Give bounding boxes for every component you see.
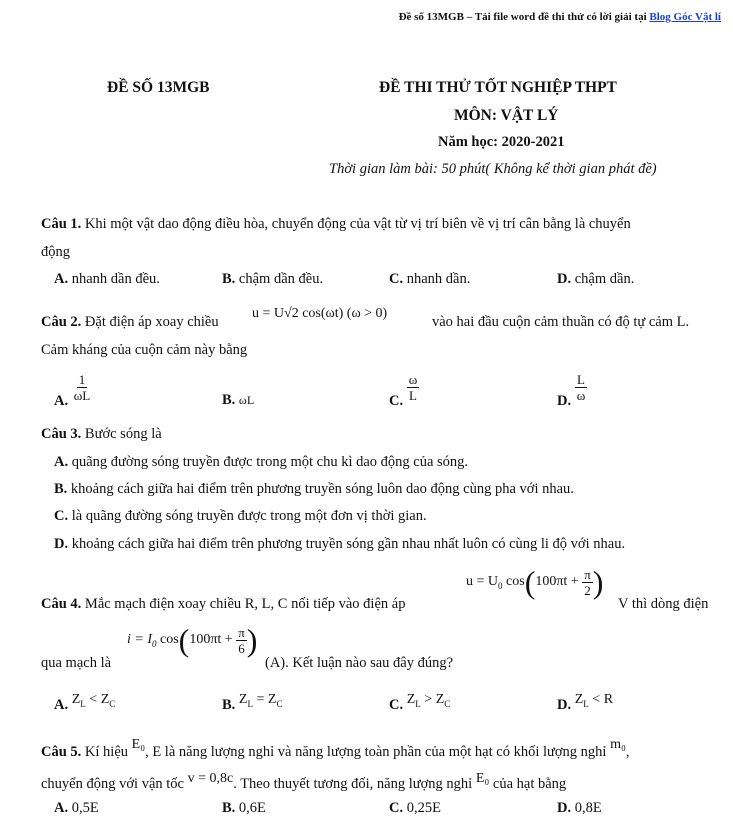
q5-option-c: C. 0,25E — [389, 800, 441, 816]
q1-text: Khi một vật dao động điều hòa, chuyển động của vật từ vị trí biên về vị trí cân bằng là chuyển — [81, 216, 631, 232]
fraction: $\frac{L}{\omega}$ — [576, 372, 586, 403]
question-5: Câu 5. Kí hiệu E₀, E là năng lượng nghỉ và năng lượng toàn phần của một hạt có khối lượng nghỉ m₀, — [41, 737, 630, 760]
q2-option-c: C. $\frac{\omega}{L}$ — [389, 372, 418, 409]
blog-link[interactable]: Blog Góc Vật lí — [649, 11, 721, 23]
exam-code: ĐỀ SỐ 13MGB — [107, 79, 210, 96]
q2-text-b: vào hai đầu cuộn cảm thuần có độ tự cảm L. — [432, 314, 690, 330]
q4-voltage-formula: $u = U_0$ cos(100πt + $\frac{\pi}{2}$ ) — [466, 564, 604, 600]
q4-option-c: C. $Z_L > Z_C$ — [389, 692, 451, 713]
q2-text-c: Cảm kháng của cuộn cảm này bằng — [41, 342, 248, 358]
q3-option-c: C. là quãng đường sóng truyền được trong một đơn vị thời gian. — [54, 508, 427, 524]
q3-option-a: A. quãng đường sóng truyền được trong một chu kì dao động của sóng. — [54, 454, 469, 470]
q1-option-d: D. chậm dần. — [557, 271, 635, 287]
q1-option-c: C. nhanh dần. — [389, 271, 471, 287]
q3-option-b: B. khoảng cách giữa hai điểm trên phương truyền sóng luôn dao động cùng pha với nhau. — [54, 481, 574, 497]
q5-option-a: A. 0,5E — [54, 800, 99, 816]
q2-option-b: B. ωL — [222, 392, 255, 408]
fraction: $\frac{\omega}{L}$ — [408, 372, 418, 403]
q1-option-a: A. nhanh dần đều. — [54, 271, 160, 287]
q4-text-d: (A). Kết luận nào sau đây đúng? — [265, 655, 454, 671]
header-text: Đề số 13MGB – Tải file word đề thi thử có lời giải tại — [398, 11, 650, 23]
q1-text-cont: động — [41, 244, 70, 260]
q4-option-a: A. $Z_L < Z_C$ — [54, 692, 116, 713]
q4-option-b: B. $Z_L = Z_C$ — [222, 692, 283, 713]
q2-formula: u = U√2 cos(ωt) (ω > 0) — [252, 306, 388, 321]
question-4: Câu 4. Mắc mạch điện xoay chiều R, L, C nối tiếp vào điện áp — [41, 596, 406, 612]
q5-option-b: B. 0,6E — [222, 800, 266, 816]
page-header — [399, 11, 721, 23]
q4-option-d: D. $Z_L < R$ — [557, 692, 614, 713]
q2-text: Đặt điện áp xoay chiều — [81, 314, 219, 330]
exam-year: Năm học: 2020-2021 — [438, 134, 565, 150]
q5-option-d: D. 0,8E — [557, 800, 602, 816]
q2-option-a: A. $\frac{1}{\omega L}$ — [54, 372, 91, 409]
fraction: $\frac{1}{\omega L}$ — [73, 372, 91, 403]
exam-subject: MÔN: VẬT LÝ — [454, 107, 559, 124]
exam-time: Thời gian làm bài: 50 phút( Không kể thời gian phát đề) — [329, 161, 657, 177]
question-3: Câu 3. Bước sóng là — [41, 426, 162, 442]
q4-text-c: qua mạch là — [41, 655, 112, 671]
question-1 — [41, 216, 631, 233]
q1-label: Câu 1. — [41, 216, 82, 232]
q2-label: Câu 2. — [41, 314, 82, 330]
exam-title: ĐỀ THI THỬ TỐT NGHIỆP THPT — [379, 79, 617, 96]
q5-text-c: chuyển động với vận tốc v = 0,8c. Theo thuyết tương đối, năng lượng nghỉ E₀ của hạt bằng — [41, 771, 567, 792]
q4-current-formula: $i = I_0$ cos(100πt + $\frac{\pi}{6}$ ) — [127, 622, 258, 658]
q1-option-b: B. chậm dần đều. — [222, 271, 324, 287]
question-2 — [41, 314, 219, 331]
q4-text-b: V thì dòng điện — [618, 596, 709, 612]
q3-option-d: D. khoảng cách giữa hai điểm trên phương truyền sóng gần nhau nhất luôn có cùng li độ với nhau. — [54, 536, 626, 552]
q2-option-d: D. $\frac{L}{\omega}$ — [557, 372, 586, 409]
